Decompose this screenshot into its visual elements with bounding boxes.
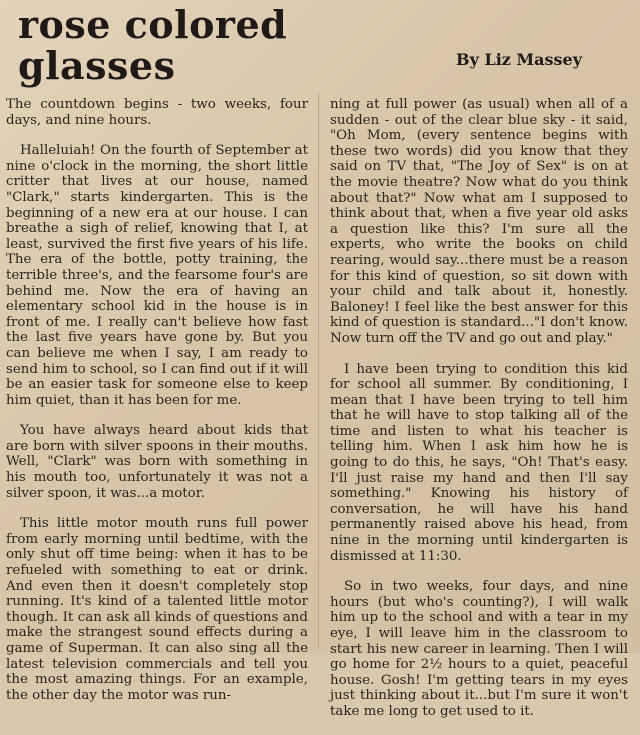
column-divider: [318, 92, 319, 647]
byline: By Liz Massey: [456, 50, 582, 69]
paragraph: This little motor mouth runs full power from early morning until bedtime, with the only shut off time being: when it has to be refueled with something to eat or drink. And even then it doesn't completely stop running. It's kind of a talented little motor though. It can ask all kinds of questions and make the strangest sound effects during a game of Superman. It can also sing all the latest television commercials and tell you the most amazing things. For an example, the other day the motor was run-: [6, 516, 308, 703]
paragraph: I have been trying to condition this kid for school all summer. By conditioning, I mean that I have been trying to tell him that he will have to stop talking all of the time and listen to what his teacher is telling him. When I ask him how he is going to do this, he says, "Oh! That's easy. I'll just raise my hand and then I'll say something." Knowing his history of conversation, he will have his hand permanently raised above his head, from nine in the morning until kindergarten is dismissed at 11:30.: [330, 361, 628, 564]
article-column-2: [330, 97, 628, 735]
paragraph: Halleluiah! On the fourth of September at nine o'clock in the morning, the short little critter that lives at our house, named "Clark," starts kindergarten. This is the beginning of a new era at our house. I can breathe a sigh of relief, knowing that I, at least, survived the first five years of his life. The era of the bottle, potty training, the terrible three's, and the fearsome four's are behind me. Now the era of having an elementary school kid in the house is in front of me. I really can't believe how fast the last five years have gone by. But you can believe me when I say, I am ready to send him to school, so I can find out if it will be an easier task for someone else to keep him quiet, than it has been for me.: [6, 143, 308, 408]
paragraph: So in two weeks, four days, and nine hours (but who's counting?), I will walk him up to the school and with a tear in my eye, I will leave him in the classroom to start his new career in learning. Then I will go home for 2½ hours to a quiet, peaceful house. Gosh! I'm getting tears in my eyes just thinking about it...but I'm sure it won't take me long to get used to it.: [330, 579, 628, 719]
article-column-1: [6, 97, 308, 718]
column-title: [18, 4, 287, 86]
paragraph: ning at full power (as usual) when all of a sudden - out of the clear blue sky - it said, "Oh Mom, (every sentence begins with these two words) did you know that they said on TV that, "The Joy of Sex" is on at the movie theatre? Now what do you think about that?" Now what am I supposed to think about that, when a five year old asks a question like this? I'm sure all the experts, who write the books on child rearing, would say...there must be a reason for this kind of question, so sit down with your child and talk about it, honestly. Baloney! I feel like the best answer for this kind of question is standard..."I don't know. Now turn off the TV and go out and play.": [330, 97, 628, 346]
title-line-1: rose colored: [18, 2, 288, 47]
title-line-2: glasses: [18, 43, 176, 88]
paragraph: The countdown begins - two weeks, four days, and nine hours.: [6, 97, 308, 128]
paragraph: You have always heard about kids that are born with silver spoons in their mouths. Well, "Clark" was born with something in his mouth too, unfortunately it was not a silver spoon, it was...a motor.: [6, 423, 308, 501]
